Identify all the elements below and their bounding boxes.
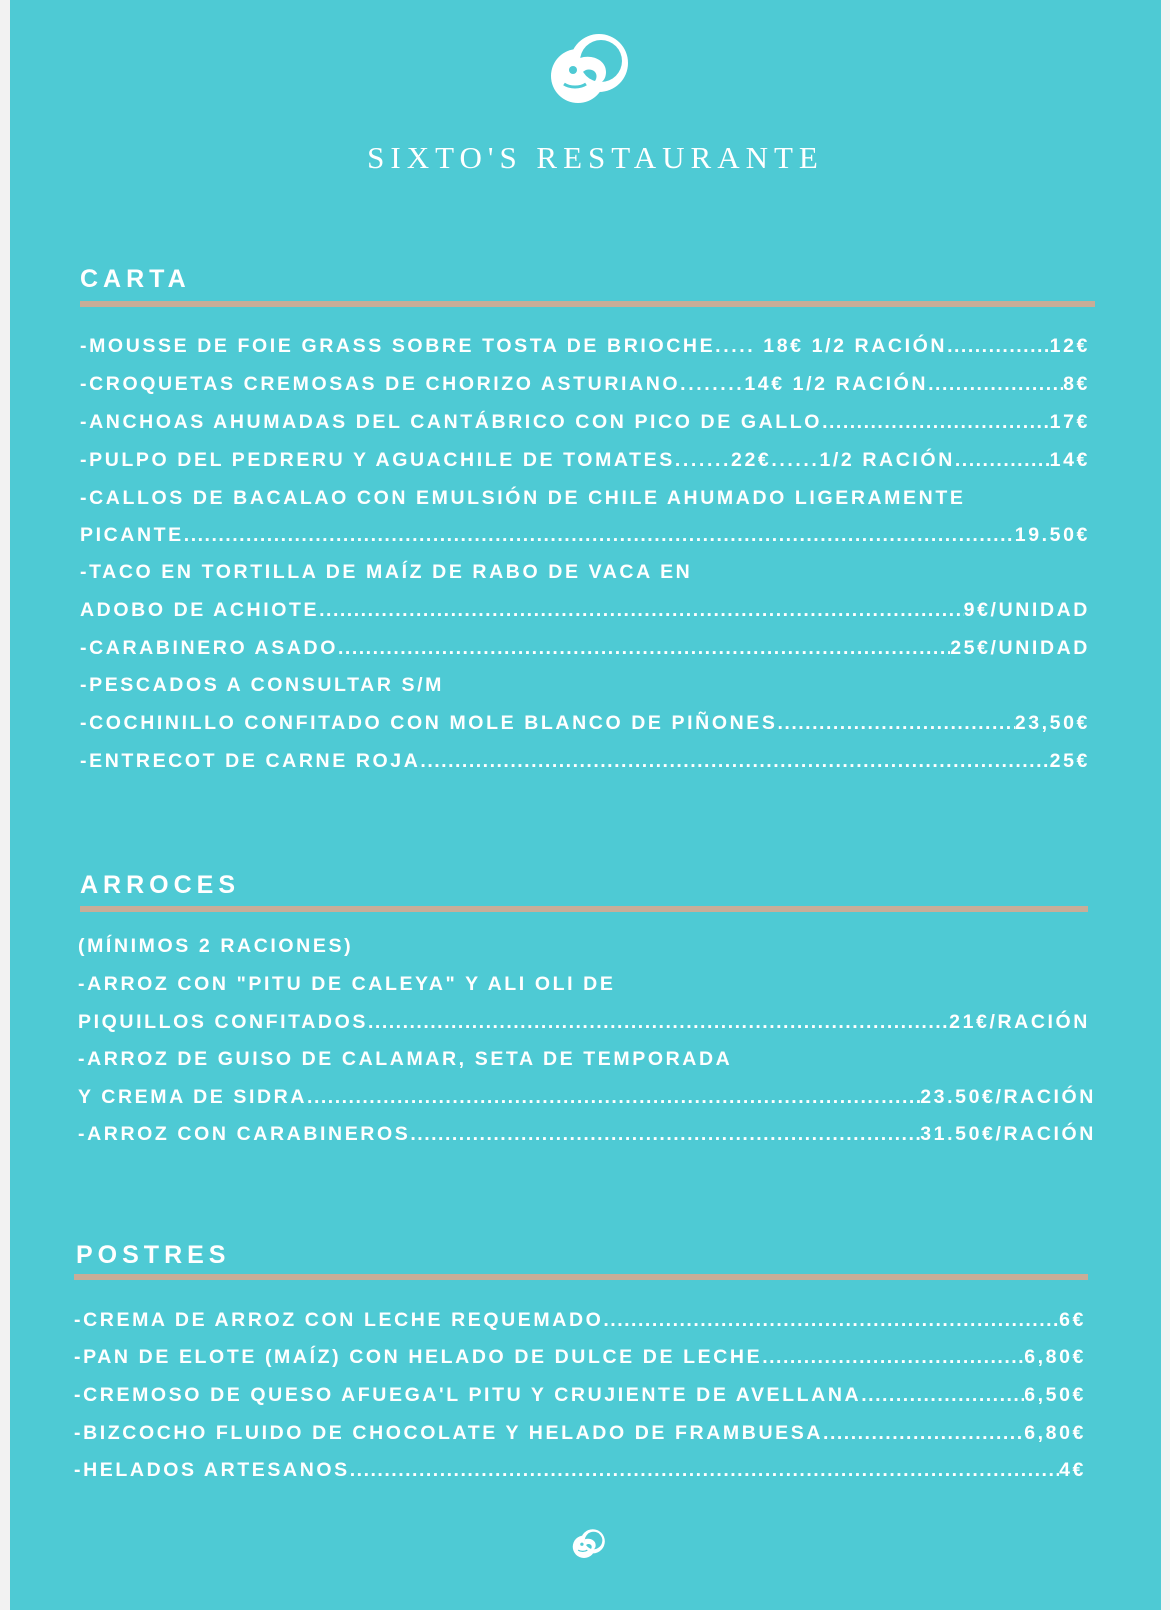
- menu-item: [78, 1045, 1090, 1073]
- section-title-arroces: ARROCES: [80, 871, 241, 899]
- menu-item: [74, 1419, 1086, 1447]
- item-price: 23.50€/RACIÓN: [920, 1086, 1096, 1108]
- section-divider: [80, 301, 1095, 307]
- item-name: -CREMOSO DE QUESO AFUEGA'L PITU Y CRUJIENTE DE AVELLANA: [74, 1384, 862, 1406]
- item-name: ADOBO DE ACHIOTE: [80, 599, 320, 621]
- menu-item: [74, 1456, 1086, 1484]
- leader-dots: [823, 1419, 1024, 1447]
- leader-dots: [861, 1381, 1024, 1409]
- item-name: -ARROZ DE GUISO DE CALAMAR, SETA DE TEMPORADA: [78, 1048, 733, 1070]
- elephant-logo-icon: [542, 28, 638, 106]
- item-name: -ARROZ CON "PITU DE CALEYA" Y ALI OLI DE: [78, 973, 616, 995]
- menu-item: [74, 1306, 1086, 1334]
- menu-item: [74, 1343, 1086, 1371]
- item-price: 12€: [1049, 335, 1090, 357]
- menu-item: [80, 408, 1090, 436]
- menu-item: [78, 932, 1090, 960]
- menu-item: [80, 634, 1090, 662]
- leader-dots: [350, 1456, 1059, 1484]
- leader-dots: [778, 709, 1015, 737]
- leader-dots: [307, 1083, 920, 1111]
- item-price: 14€: [1049, 449, 1090, 471]
- item-price: 4€: [1059, 1459, 1086, 1481]
- item-price: 19.50€: [1014, 524, 1090, 546]
- leader-dots: [338, 634, 950, 662]
- section-title-carta: CARTA: [80, 265, 191, 293]
- menu-item: [80, 596, 1090, 624]
- leader-dots: [928, 370, 1063, 398]
- item-name: -COCHINILLO CONFITADO CON MOLE BLANCO DE PIÑONES: [80, 712, 778, 734]
- item-name: -BIZCOCHO FLUIDO DE CHOCOLATE Y HELADO DE FRAMBUESA: [74, 1422, 824, 1444]
- item-name: -PESCADOS A CONSULTAR S/M: [80, 674, 445, 696]
- menu-item: [80, 332, 1090, 360]
- item-name: (MÍNIMOS 2 RACIONES): [78, 935, 354, 957]
- menu-item: [78, 970, 1090, 998]
- menu-item: [80, 558, 1090, 586]
- item-name: -CALLOS DE BACALAO CON EMULSIÓN DE CHILE AHUMADO LIGERAMENTE: [80, 487, 966, 509]
- item-price: 6,80€: [1024, 1422, 1086, 1444]
- section-title-postres: POSTRES: [76, 1241, 231, 1269]
- menu-page: [10, 0, 1161, 1610]
- item-name: -ARROZ CON CARABINEROS: [78, 1123, 411, 1145]
- menu-item: [78, 1083, 1096, 1111]
- menu-item: [80, 521, 1090, 549]
- item-name: -PULPO DEL PEDRERU Y AGUACHILE DE TOMATES.......22€......1/2 RACIÓN: [80, 449, 955, 471]
- item-price: 9€/UNIDAD: [963, 599, 1090, 621]
- section-divider: [80, 906, 1088, 912]
- menu-item: [80, 446, 1090, 474]
- item-name: -TACO EN TORTILLA DE MAÍZ DE RABO DE VACA EN: [80, 561, 693, 583]
- item-name: -CREMA DE ARROZ CON LECHE REQUEMADO: [74, 1309, 604, 1331]
- item-name: Y CREMA DE SIDRA: [78, 1086, 308, 1108]
- leader-dots: [319, 596, 964, 624]
- leader-dots: [368, 1008, 949, 1036]
- item-name: -CARABINERO ASADO: [80, 637, 338, 659]
- item-name: -ENTRECOT DE CARNE ROJA: [80, 750, 421, 772]
- item-name: PICANTE: [80, 524, 184, 546]
- item-price: 23,50€: [1014, 712, 1090, 734]
- restaurant-name: SIXTO'S RESTAURANTE: [367, 140, 824, 175]
- leader-dots: [955, 446, 1050, 474]
- item-price: 6,80€: [1024, 1346, 1086, 1368]
- menu-item: [80, 484, 1090, 512]
- leader-dots: [822, 408, 1050, 436]
- item-price: 31.50€/RACIÓN: [920, 1123, 1096, 1145]
- menu-item: [80, 709, 1090, 737]
- item-name: -HELADOS ARTESANOS: [74, 1459, 350, 1481]
- item-name: -CROQUETAS CREMOSAS DE CHORIZO ASTURIANO........14€ 1/2 RACIÓN: [80, 373, 929, 395]
- item-name: -MOUSSE DE FOIE GRASS SOBRE TOSTA DE BRIOCHE..... 18€ 1/2 RACIÓN: [80, 335, 948, 357]
- item-price: 25€: [1049, 750, 1090, 772]
- menu-item: [78, 1120, 1096, 1148]
- item-price: 6€: [1059, 1309, 1086, 1331]
- item-price: 25€/UNIDAD: [950, 637, 1090, 659]
- leader-dots: [420, 747, 1049, 775]
- item-price: 6,50€: [1024, 1384, 1086, 1406]
- leader-dots: [410, 1120, 920, 1148]
- menu-item: [78, 1008, 1090, 1036]
- item-price: 17€: [1049, 411, 1090, 433]
- leader-dots: [184, 521, 1015, 549]
- item-name: -PAN DE ELOTE (MAÍZ) CON HELADO DE DULCE DE LECHE: [74, 1346, 763, 1368]
- leader-dots: [603, 1306, 1059, 1334]
- item-name: -ANCHOAS AHUMADAS DEL CANTÁBRICO CON PICO DE GALLO: [80, 411, 823, 433]
- item-name: PIQUILLOS CONFITADOS: [78, 1011, 368, 1033]
- menu-item: [80, 370, 1090, 398]
- menu-item: [80, 747, 1090, 775]
- item-price: 8€: [1063, 373, 1090, 395]
- elephant-logo-icon: [569, 1526, 609, 1560]
- item-price: 21€/RACIÓN: [949, 1011, 1090, 1033]
- menu-item: [80, 671, 1090, 699]
- section-divider: [74, 1274, 1088, 1280]
- menu-item: [74, 1381, 1086, 1409]
- leader-dots: [947, 332, 1050, 360]
- leader-dots: [762, 1343, 1024, 1371]
